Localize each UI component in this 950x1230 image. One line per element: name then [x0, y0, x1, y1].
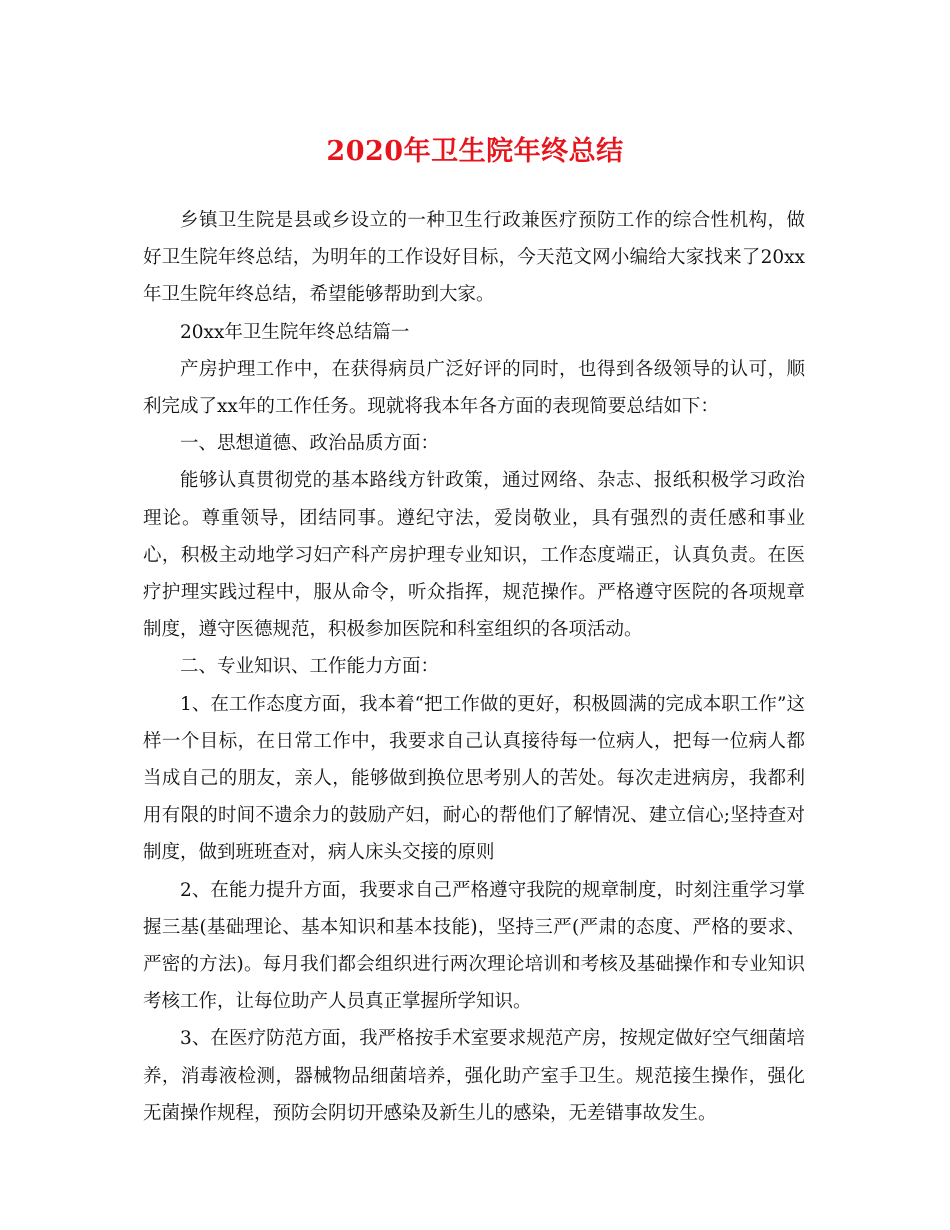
work-attitude-paragraph: 1、在工作态度方面，我本着“把工作做的更好，积极圆满的完成本职工作”这样一个目标，在日常工作中，我要求自己认真接待每一位病人，把每一位病人都当成自己的朋友，亲人，能够做到换位思考别人的苦处。每次走进病房，我都利用有限的时间不遗余力的鼓励产妇，耐心的帮他们了解情况、建立信心;坚持查对制度，做到班班查对，病人床头交接的原则: [143, 693, 805, 864]
intro-paragraph: 乡镇卫生院是县或乡设立的一种卫生行政兼医疗预防工作的综合性机构，做好卫生院年终总结，为明年的工作设好目标，今天范文网小编给大家找来了20xx年卫生院年终总结，希望能够帮助到大家。: [143, 210, 805, 306]
section-heading-part-one: 20xx年卫生院年终总结篇一: [180, 321, 410, 343]
section-heading-professional: 二、专业知识、工作能力方面：: [180, 656, 440, 678]
opening-paragraph: 产房护理工作中，在获得病员广泛好评的同时，也得到各级领导的认可，顺利完成了xx年的工作任务。现就将我本年各方面的表现简要总结如下：: [143, 358, 805, 418]
prevention-paragraph: 3、在医疗防范方面，我严格按手术室要求规范产房，按规定做好空气细菌培养，消毒液检测，器械物品细菌培养，强化助产室手卫生。规范接生操作，强化无菌操作规程，预防会阴切开感染及新生儿的感染，无差错事故发生。: [143, 1028, 805, 1124]
ability-paragraph: 2、在能力提升方面，我要求自己严格遵守我院的规章制度，时刻注重学习掌握三基(基础理论、基本知识和基本技能)，坚持三严(严肃的态度、严格的要求、严密的方法)。每月我们都会组织进行两次理论培训和考核及基础操作和专业知识考核工作，让每位助产人员真正掌握所学知识。: [143, 879, 805, 1013]
document-title: 2020年卫生院年终总结: [326, 136, 624, 167]
section-heading-ideology: 一、思想道德、政治品质方面：: [180, 433, 440, 455]
ideology-paragraph: 能够认真贯彻党的基本路线方针政策，通过网络、杂志、报纸积极学习政治理论。尊重领导，团结同事。遵纪守法，爱岗敬业，具有强烈的责任感和事业心，积极主动地学习妇产科产房护理专业知识，工作态度端正，认真负责。在医疗护理实践过程中，服从命令，听众指挥，规范操作。严格遵守医院的各项规章制度，遵守医德规范，积极参加医院和科室组织的各项活动。: [143, 470, 805, 641]
document-body: [143, 202, 805, 1132]
